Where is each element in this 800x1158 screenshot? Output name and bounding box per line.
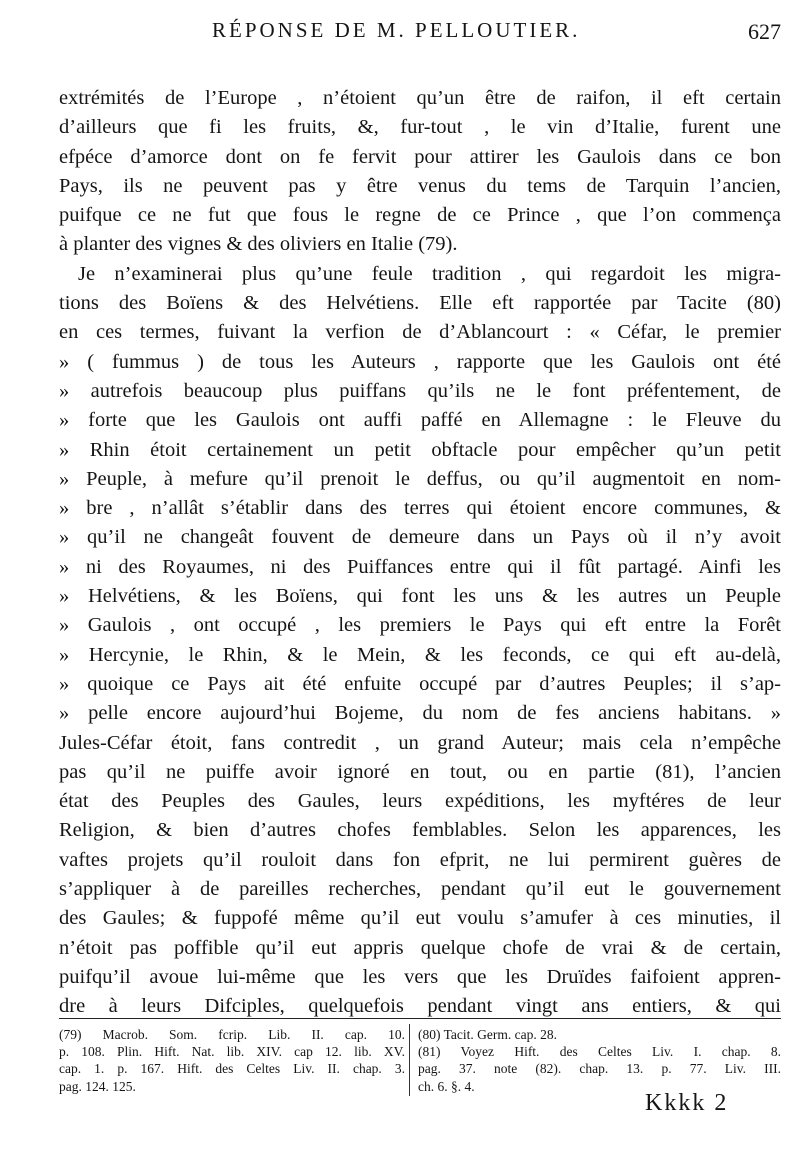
page-number: 627 <box>748 19 781 44</box>
footnote-line: (80) Tacit. Germ. cap. 28. <box>418 1027 558 1042</box>
text-line: d’ailleurs que fi les fruits, &, fur-tout , le vin d’Italie, furent une <box>59 116 781 139</box>
text-line: efpéce d’amorce dont on fe fervit pour attirer les Gaulois dans ce bon <box>59 145 781 168</box>
text-line: Jules-Céfar étoit, fans contredit , un grand Auteur; mais cela n’empêche <box>59 731 781 754</box>
footnotes-left-column <box>59 1026 405 1095</box>
text-line: état des Peuples des Gaules, leurs expéditions, les myftéres de leur <box>59 790 781 813</box>
footnote-line: (79) Macrob. Som. fcrip. Lib. II. cap. 10. <box>59 1027 405 1042</box>
footnote-line: (81) Voyez Hift. des Celtes Liv. I. chap. 8. <box>418 1044 781 1060</box>
text-line: pas qu’il ne puiffe avoir ignoré en tout, ou en partie (81), l’ancien <box>59 760 781 783</box>
signature-mark: Kkkk 2 <box>645 1090 729 1116</box>
text-line: » Gaulois , ont occupé , les premiers le Pays qui eft entre la Forêt <box>59 614 781 637</box>
footnote-column-divider <box>409 1024 410 1096</box>
text-line: tions des Boïens & des Helvétiens. Elle eft rapportée par Tacite (80) <box>59 292 781 315</box>
text-line: Pays, ils ne peuvent pas y être venus du tems de Tarquin l’ancien, <box>59 174 781 197</box>
text-line: » Helvétiens, & les Boïens, qui font les uns & les autres un Peuple <box>59 585 781 608</box>
footnote-rule <box>59 1018 781 1019</box>
text-line: » autrefois beaucoup plus puiffans qu’ils ne le font préfentement, de <box>59 379 781 402</box>
text-line: vaftes projets qu’il rouloit dans fon efprit, ne lui permirent guères de <box>59 848 781 871</box>
text-line: s’appliquer à de pareilles recherches, pendant qu’il eut le gouvernement <box>59 878 781 901</box>
footnote-line: p. 108. Plin. Hift. Nat. lib. XIV. cap 12. lib. XV. <box>59 1044 405 1060</box>
text-line: » ( fummus ) de tous les Auteurs , rapporte que les Gaulois ont été <box>59 350 781 373</box>
footnote-line: pag. 37. note (82). chap. 13. p. 77. Liv. III. <box>418 1061 781 1077</box>
text-line: Religion, & bien d’autres chofes femblables. Selon les apparences, les <box>59 819 781 842</box>
text-line: » pelle encore aujourd’hui Bojeme, du nom de fes anciens habitans. » <box>59 702 781 725</box>
text-line: » qu’il ne changeât fouvent de demeure dans un Pays où il n’y avoit <box>59 526 781 549</box>
text-line: n’étoit pas poffible qu’il eut appris quelque chofe de vrai & de certain, <box>59 936 781 959</box>
text-line: puifqu’il avoue lui-même que les vers que les Druïdes faifoient appren- <box>59 965 781 988</box>
text-line: en ces termes, fuivant la verfion de d’Ablancourt : « Céfar, le premier <box>59 321 781 344</box>
text-line: extrémités de l’Europe , n’étoient qu’un être de raifon, il eft certain <box>59 87 781 109</box>
text-line: Je n’examinerai plus qu’une feule tradition , qui regardoit les migra- <box>78 262 781 285</box>
text-line: » ni des Royaumes, ni des Puiffances entre qui il fût partagé. Ainfi les <box>59 555 781 578</box>
text-line: » bre , n’allât s’établir dans des terres qui étoient encore communes, & <box>59 497 781 520</box>
footnotes-right-column <box>418 1026 781 1095</box>
footnote-line: ch. 6. §. 4. <box>418 1078 475 1094</box>
body-text <box>59 84 781 1022</box>
text-line: » Rhin étoit certainement un petit obftacle pour empêcher qu’un petit <box>59 438 781 461</box>
text-line: » forte que les Gaulois ont auffi paffé en Allemagne : le Fleuve du <box>59 409 781 432</box>
text-line: à planter des vignes & des oliviers en Italie (79). <box>59 233 458 256</box>
footnote-line: cap. 1. p. 167. Hift. des Celtes Liv. II. chap. 3. <box>59 1061 405 1077</box>
running-head: RÉPONSE DE M. PELLOUTIER. <box>212 18 581 42</box>
text-line: » Peuple, à mefure qu’il prenoit le deffus, ou qu’il augmentoit en nom- <box>59 467 781 490</box>
text-line: » quoique ce Pays ait été enfuite occupé par d’autres Peuples; il s’ap- <box>59 672 781 695</box>
text-line: » Hercynie, le Rhin, & le Mein, & les feconds, ce qui eft au-delà, <box>59 643 781 666</box>
text-line: des Gaules; & fuppofé même qu’il eut voulu s’amufer à ces minuties, il <box>59 907 781 930</box>
footnote-line: pag. 124. 125. <box>59 1078 136 1094</box>
text-line: dre à leurs Difciples, quelquefois pendant vingt ans entiers, & qui <box>59 995 781 1018</box>
text-line: puifque ce ne fut que fous le regne de ce Prince , que l’on commença <box>59 204 781 227</box>
